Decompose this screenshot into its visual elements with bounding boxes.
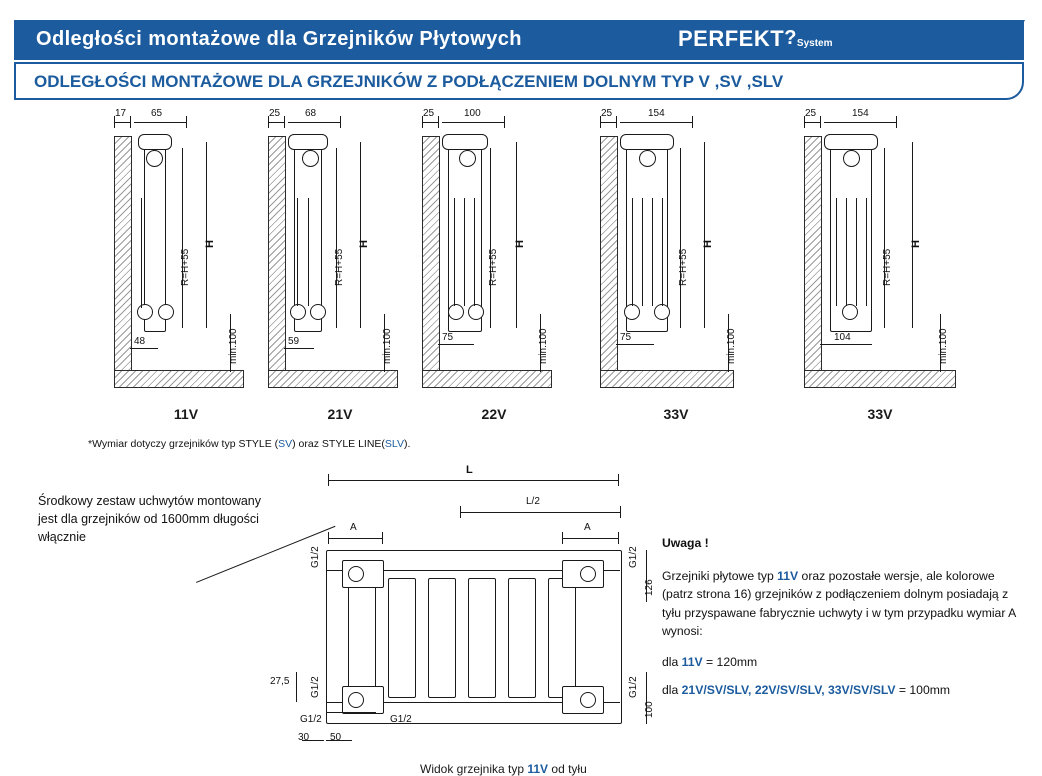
page-title: Odległości montażowe dla Grzejników Płytowych: [36, 28, 522, 50]
radiator-panel-33v-a: [586, 108, 766, 422]
dim-25: 25: [423, 108, 435, 119]
uwaga-p1-type: 11V: [777, 568, 799, 583]
connection-circle-center: [842, 304, 858, 320]
valve-top-circle: [146, 150, 163, 167]
dim-R-label: R=H+55: [334, 248, 345, 286]
uwaga-title: Uwaga !: [662, 536, 709, 550]
g12-top-left: G1/2: [310, 546, 321, 568]
connection-circle-right: [468, 304, 484, 320]
valve-top-circle: [843, 150, 860, 167]
radiator-top-grille: [824, 134, 878, 150]
panel-label-33v-b: 33V: [867, 406, 893, 422]
dim-H-label: H: [514, 240, 526, 248]
fin-1: [454, 198, 455, 306]
fin-1: [632, 198, 633, 306]
dim-25: 25: [269, 108, 281, 119]
note-center-brackets: Środkowy zestaw uchwytów montowany jest dla grzejników od 1600mm długości włącznie: [38, 494, 262, 544]
fin-3: [652, 198, 653, 306]
fin-2: [464, 198, 465, 306]
dim-30: 30: [298, 732, 310, 743]
brand-logo: [678, 26, 832, 52]
dim-H-label: H: [910, 240, 922, 248]
dim-A-right: A: [584, 522, 591, 533]
radiator-panel-22v: [404, 108, 584, 422]
uwaga-p2-type: 11V: [681, 654, 703, 669]
connection-circle-left: [137, 304, 153, 320]
panel-label-33v-a: 33V: [663, 406, 689, 422]
uwaga-p3-type: 21V/SV/SLV, 22V/SV/SLV, 33V/SV/SLV: [681, 683, 896, 697]
uwaga-p2-a: dla: [662, 654, 682, 669]
valve-top-circle: [639, 150, 656, 167]
g12-bottom-right: G1/2: [628, 676, 639, 698]
connection-circle-left: [624, 304, 640, 320]
style-footnote: [88, 438, 410, 450]
page-header: [0, 0, 1042, 104]
pipe-line: [141, 198, 142, 308]
fin-3: [856, 198, 857, 306]
radiator-top-grille: [620, 134, 674, 150]
footnote-post: ).: [404, 438, 411, 450]
wall-hatch: [600, 136, 618, 388]
g12-bottom-label-left: G1/2: [300, 714, 322, 725]
dim-75: 75: [620, 332, 632, 343]
dim-top-right-line: [134, 122, 186, 123]
uwaga-p2-c: = 120mm: [702, 654, 758, 669]
footnote-mid: ) oraz STYLE LINE(: [292, 438, 385, 450]
radiator-body: [144, 140, 166, 332]
fin-3: [474, 198, 475, 306]
dim-A-right-line: [562, 538, 618, 539]
radiator-panel-33v-b: [790, 108, 970, 422]
dim-L2-label: L/2: [526, 496, 540, 507]
dim-H-label: H: [358, 240, 370, 248]
channel-block: [548, 578, 576, 698]
dim-154: 154: [648, 108, 665, 119]
dim-R-line: [182, 148, 183, 328]
dim-275: 27,5: [270, 676, 290, 687]
connection-circle-left: [448, 304, 464, 320]
dim-min100-label: min.100: [382, 328, 393, 364]
floor-hatch: [114, 370, 244, 388]
dim-59: 59: [288, 336, 300, 347]
dim-min100-label: min.100: [228, 328, 239, 364]
dim-100: 100: [464, 108, 481, 119]
dim-104: 104: [834, 332, 851, 343]
uwaga-p1-a: Grzejniki płytowe typ: [662, 568, 778, 583]
fin-2: [308, 198, 309, 306]
uwaga-paragraph-3: [662, 681, 1022, 700]
valve-top-circle: [459, 150, 476, 167]
port-bottom-left: [348, 692, 364, 708]
g12-bottom-left: G1/2: [310, 676, 321, 698]
caption-type: 11V: [527, 762, 549, 776]
dim-154: 154: [852, 108, 869, 119]
dim-48: 48: [134, 336, 146, 347]
caption-post: od tyłu: [548, 762, 587, 776]
footnote-pre: *Wymiar dotyczy grzejników typ STYLE (: [88, 438, 279, 450]
radiator-top-grille: [288, 134, 328, 150]
dim-275-line: [296, 672, 297, 702]
dim-L-line: [328, 480, 618, 481]
dim-A-left-line: [328, 538, 382, 539]
dim-H-label: H: [204, 240, 216, 248]
dim-126: 126: [644, 579, 655, 596]
connection-circle-right: [654, 304, 670, 320]
uwaga-paragraph-2: [662, 653, 1022, 672]
connection-circle-right: [158, 304, 174, 320]
dim-R-label: R=H+55: [678, 248, 689, 286]
radiator-panel-21v: [250, 108, 430, 422]
connection-circle-left: [290, 304, 306, 320]
g12-bottom-label-right: G1/2: [390, 714, 412, 725]
dim-65: 65: [151, 108, 163, 119]
radiator-top-grille: [442, 134, 488, 150]
dim-H-label: H: [702, 240, 714, 248]
dim-25: 25: [601, 108, 613, 119]
dim-50: 50: [330, 732, 342, 743]
dim-bottom-line: [130, 348, 158, 349]
radiator-top-grille: [138, 134, 172, 150]
channel-block: [508, 578, 536, 698]
port-top-right: [580, 566, 596, 582]
footnote-sv: SV: [278, 438, 293, 450]
radiator-side-views: [0, 108, 1042, 428]
dim-H-line: [206, 142, 207, 328]
channel-block: [468, 578, 496, 698]
dim-68: 68: [305, 108, 317, 119]
dim-min100-label: min.100: [726, 328, 737, 364]
dim-17: 17: [115, 108, 127, 119]
uwaga-p3-c: = 100mm: [895, 683, 951, 697]
fin-4: [662, 198, 663, 306]
wall-hatch: [804, 136, 822, 388]
wall-hatch: [268, 136, 286, 388]
floor-hatch: [600, 370, 734, 388]
dim-R-label: R=H+55: [882, 248, 893, 286]
footnote-slv: SLV: [384, 438, 404, 450]
channel-block: [388, 578, 416, 698]
uwaga-p1-c: oraz pozostałe wersje, ale kolorowe (patrz strona 16) grzejników z podłączeniem dolnym posiadają z tyłu przyspawane fabrycznie uchwyty i w tym przypadku wymiar A wynosi:: [662, 568, 1016, 638]
dim-A-left: A: [350, 522, 357, 533]
uwaga-p3-a: dla: [662, 683, 682, 697]
panel-label-11v: 11V: [173, 406, 199, 422]
uwaga-paragraph-1: [662, 567, 1022, 641]
panel-label-22v: 22V: [481, 406, 507, 422]
wall-hatch: [114, 136, 132, 388]
dim-R-label: R=H+55: [180, 248, 191, 286]
channel-block: [428, 578, 456, 698]
fin-2: [846, 198, 847, 306]
brand-sub: System: [796, 38, 833, 49]
dim-75: 75: [442, 332, 454, 343]
brand-name: PERFEKT: [678, 26, 785, 51]
brand-question-icon: ?: [784, 27, 797, 49]
fin-2: [642, 198, 643, 306]
channel-block: [348, 578, 376, 698]
fin-1: [297, 198, 298, 306]
connection-circle-right: [310, 304, 326, 320]
dim-100: 100: [644, 701, 655, 718]
header-subtitle: ODLEGŁOŚCI MONTAŻOWE DLA GRZEJNIKÓW Z PODŁĄCZENIEM DOLNYM TYP V ,SV ,SLV: [34, 72, 784, 91]
port-top-left: [348, 566, 364, 582]
dim-R-label: R=H+55: [488, 248, 499, 286]
panel-label-21v: 21V: [327, 406, 353, 422]
port-bottom-right: [580, 692, 596, 708]
floor-hatch: [268, 370, 398, 388]
fin-4: [866, 198, 867, 306]
dim-L2-line: [460, 512, 620, 513]
g12-top-right: G1/2: [628, 546, 639, 568]
caption-pre: Widok grzejnika typ: [420, 762, 528, 776]
wall-hatch: [422, 136, 440, 388]
dim-L-label: L: [466, 464, 473, 476]
fin-1: [836, 198, 837, 306]
rear-view-drawing: [270, 450, 690, 760]
valve-top-circle: [302, 150, 319, 167]
header-subtitle-box: [14, 62, 1024, 100]
dim-top-left-line: [114, 122, 130, 123]
dim-min100-label: min.100: [538, 328, 549, 364]
radiator-panel-11v: [96, 108, 276, 422]
floor-hatch: [422, 370, 552, 388]
dim-min100-label: min.100: [938, 328, 949, 364]
dim-25: 25: [805, 108, 817, 119]
floor-hatch: [804, 370, 956, 388]
uwaga-note: [662, 534, 1022, 700]
rear-view-caption: [420, 762, 587, 776]
